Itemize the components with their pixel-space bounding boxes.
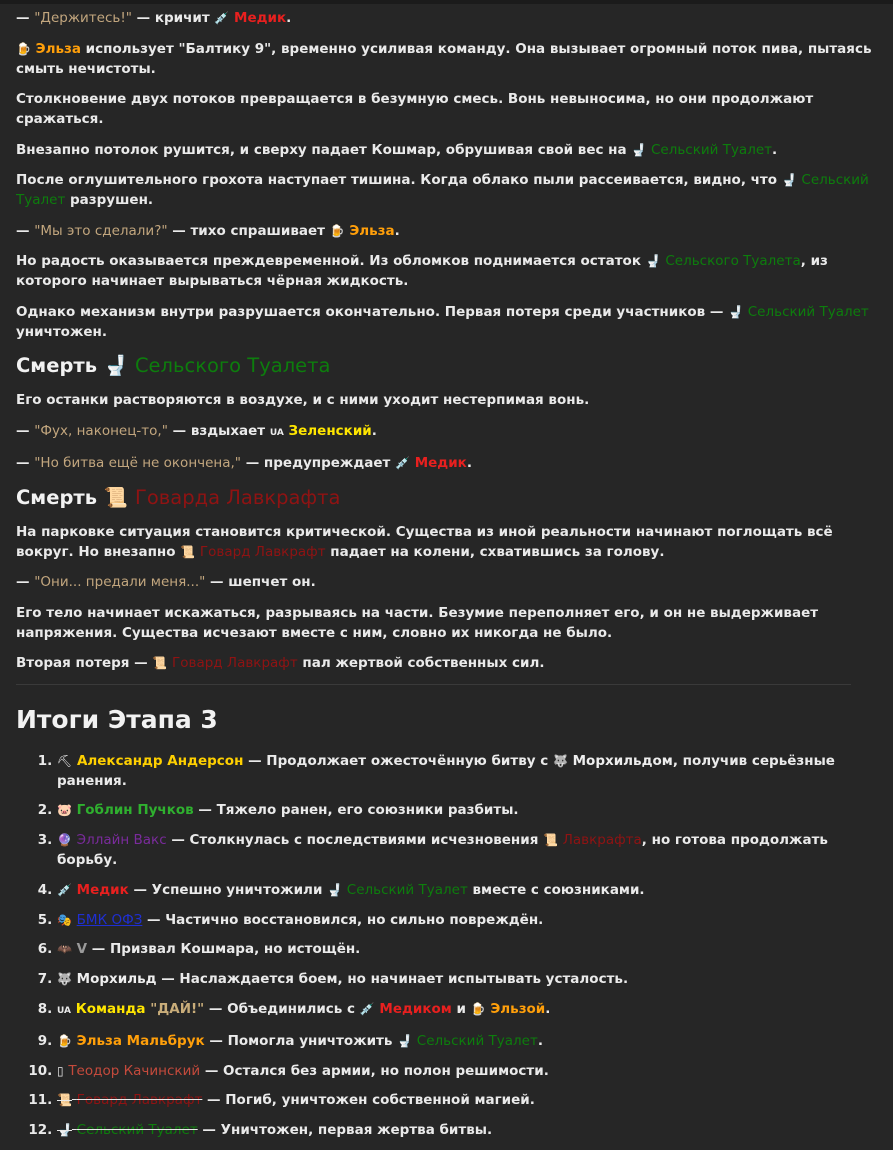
- text: вместе с союзниками.: [467, 881, 645, 898]
- team-slogan: "ДАЙ!": [150, 1001, 205, 1018]
- toilet-icon: 🚽: [645, 254, 661, 268]
- text: На парковке ситуация становится критической. Существа из иной реальности начинают поглощать всё вокруг. Но внезапно: [16, 523, 833, 560]
- paragraph: [16, 302, 886, 342]
- text: — Погиб, уничтожен собственной магией.: [202, 1092, 535, 1109]
- character-lovecraft: Говард Лавкрафт: [199, 543, 326, 560]
- text: — Наслаждается боем, но начинает испытывать усталость.: [156, 971, 629, 988]
- list-item: [57, 880, 886, 900]
- text: — вздыхает: [167, 422, 270, 439]
- character-medic: Медик: [234, 10, 287, 26]
- paragraph: [16, 170, 886, 210]
- list-item: [57, 830, 886, 870]
- team-name: Команда: [75, 1001, 146, 1018]
- quote: "Держитесь!": [34, 10, 132, 26]
- pig-icon: 🐷: [57, 803, 72, 818]
- text: Однако механизм внутри разрушается окончательно. Первая потеря среди участников —: [16, 303, 729, 320]
- text: — Тяжело ранен, его союзники разбиты.: [193, 802, 519, 819]
- text: — тихо спрашивает: [167, 222, 330, 239]
- text: — шепчет он.: [205, 574, 316, 590]
- character-elsa: Эльза Мальбрук: [76, 1032, 205, 1049]
- text: , из которого начинает вырываться чёрная жидкость.: [16, 253, 828, 289]
- list-item: [57, 1031, 886, 1051]
- section-divider: [16, 684, 851, 685]
- dash: —: [16, 222, 35, 239]
- text: — Остался без армии, но полон решимости.: [200, 1062, 549, 1079]
- toilet-icon: 🚽: [728, 304, 744, 319]
- character-elsa: Эльзой: [490, 1001, 546, 1018]
- text: падает на колени, схватившись за голову.: [325, 543, 665, 560]
- text: — Продолжает ожесточённую битву с: [243, 752, 553, 769]
- character-elsa: Эльза: [35, 40, 81, 57]
- scroll-icon: 📜: [180, 544, 196, 559]
- list-item: [57, 999, 886, 1021]
- heading-name: Сельского Туалета: [134, 354, 331, 377]
- character-medic: Медик: [76, 881, 129, 898]
- character-elsa: Эльза: [349, 222, 395, 239]
- text: — Помогла уничтожить: [204, 1032, 398, 1049]
- text: — кричит: [131, 10, 215, 26]
- list-item: [57, 1120, 886, 1140]
- struck-entry: [57, 1122, 198, 1138]
- section-heading-death-lovecraft: [16, 484, 886, 512]
- wolf-icon: 🐺: [552, 753, 568, 768]
- text: , но готова продолжать борьбу.: [57, 832, 828, 869]
- character-goblin: Гоблин Пучков: [76, 802, 194, 819]
- scroll-icon: 📜: [543, 833, 559, 848]
- toilet-icon: 🚽: [397, 1033, 413, 1048]
- text: — Частично восстановился, но сильно повреждён.: [142, 911, 544, 928]
- quote: "Они... предали меня...": [34, 574, 206, 590]
- character-lovecraft: Говард Лавкрафт: [76, 1092, 203, 1109]
- syringe-icon: 💉: [359, 1002, 375, 1017]
- paragraph: [16, 522, 886, 562]
- paragraph: [16, 221, 886, 241]
- character-toilet: Сельский Туалет: [747, 303, 869, 320]
- crystal-ball-icon: 🔮: [57, 833, 72, 848]
- results-heading: Итоги Этапа 3: [16, 704, 218, 734]
- toilet-icon: 🚽: [327, 882, 343, 897]
- heading-text: Смерть: [16, 354, 104, 377]
- text: .: [466, 455, 472, 471]
- toilet-icon: 🚽: [103, 354, 129, 377]
- story-content: [16, 8, 886, 1150]
- text: уничтожен.: [16, 323, 107, 340]
- character-zelensky: Зеленский: [288, 422, 372, 439]
- top-toolbar-edge: [0, 0, 893, 4]
- beer-icon: 🍺: [470, 1002, 486, 1017]
- list-item: [57, 969, 886, 989]
- text: разрушен.: [65, 192, 154, 208]
- beer-icon: 🍺: [329, 223, 345, 238]
- text: После оглушительного грохота наступает тишина. Когда облако пыли рассеивается, видно, что: [16, 172, 782, 188]
- scroll-icon: 📜: [103, 485, 129, 509]
- toilet-icon: 🚽: [57, 1123, 72, 1138]
- paragraph: [16, 251, 886, 291]
- text: .: [537, 1032, 543, 1049]
- ua-flag-icon: UA: [57, 1006, 71, 1017]
- syringe-icon: 💉: [395, 456, 411, 470]
- toilet-icon: 🚽: [631, 142, 647, 157]
- text: и: [451, 1001, 471, 1018]
- struck-entry: [57, 1092, 202, 1108]
- quote: "Фух, наконец-то,": [34, 422, 168, 439]
- section-heading-death-toilet: [16, 352, 886, 380]
- heading-text: Смерть: [16, 485, 104, 509]
- syringe-icon: 💉: [214, 11, 230, 25]
- character-v: V: [76, 941, 88, 958]
- text: пал жертвой собственных сил.: [297, 655, 545, 671]
- list-item: [57, 751, 886, 791]
- text: — Столкнулась с последствиями исчезновения: [166, 832, 544, 849]
- paragraph: [16, 572, 886, 592]
- text: , получив серьёзные ранения.: [57, 752, 835, 789]
- text: использует "Балтику 9", временно усиливая команду. Она вызывает огромный поток пива, пытаясь смыть нечистоты.: [16, 40, 872, 77]
- heading-name: Говарда Лавкрафта: [134, 485, 341, 509]
- text: .: [394, 222, 400, 239]
- dash: —: [16, 422, 35, 439]
- text: .: [371, 422, 377, 439]
- character-toilet: Сельский Туалет: [346, 881, 468, 898]
- character-anderson: Александр Андерсон: [76, 752, 244, 769]
- text: — Успешно уничтожили: [128, 881, 328, 898]
- list-item: [57, 1061, 886, 1081]
- paragraph: [16, 421, 886, 443]
- scroll-icon: 📜: [57, 1093, 72, 1108]
- quote: "Но битва ещё не окончена,": [34, 455, 242, 471]
- list-item: [57, 939, 886, 959]
- text: .: [772, 141, 778, 158]
- character-morhild: Морхильд: [76, 971, 157, 988]
- list-item: [57, 1090, 886, 1110]
- character-medic: Медиком: [379, 1001, 452, 1018]
- character-toilet: Сельский Туалет: [416, 1032, 538, 1049]
- character-toilet: Сельского Туалета: [665, 253, 801, 269]
- paragraph: [16, 8, 886, 28]
- text: Но радость оказывается преждевременной. Из обломков поднимается остаток: [16, 253, 646, 269]
- text: — предупреждает: [241, 455, 396, 471]
- dash: —: [16, 10, 35, 26]
- paragraph: [16, 653, 886, 673]
- character-toilet: Сельский Туалет: [650, 141, 773, 158]
- text: — Призвал Кошмара, но истощён.: [87, 941, 361, 958]
- paragraph: [16, 39, 886, 79]
- beer-icon: 🍺: [16, 41, 31, 56]
- dash: —: [16, 574, 35, 590]
- toilet-icon: 🚽: [781, 173, 797, 187]
- paragraph: Его останки растворяются в воздухе, и с ними уходит нестерпимая вонь.: [16, 392, 590, 408]
- wolf-icon: 🐺: [57, 972, 72, 987]
- character-bmk-link[interactable]: БМК ОФЗ: [76, 911, 143, 928]
- paragraph: Столкновение двух потоков превращается в безумную смесь. Вонь невыносима, но они продолжают сражаться.: [16, 91, 814, 127]
- list-item: [57, 910, 886, 930]
- character-toilet: Сельский Туалет: [76, 1122, 198, 1139]
- mask-icon: 🎭: [57, 912, 72, 927]
- text: .: [545, 1001, 551, 1018]
- missing-glyph-icon: ▯: [57, 1063, 64, 1078]
- character-morhild: Морхильдом: [572, 752, 673, 769]
- results-list: [16, 751, 886, 1141]
- pickaxe-icon: ⛏: [57, 753, 73, 768]
- text: .: [286, 10, 292, 26]
- syringe-icon: 💉: [57, 882, 72, 897]
- paragraph: [16, 453, 886, 473]
- scroll-icon: 📜: [152, 656, 168, 670]
- character-toilet: Сельский Туалет: [16, 172, 869, 208]
- text: — Уничтожен, первая жертва битвы.: [197, 1122, 493, 1139]
- paragraph: [16, 140, 886, 160]
- character-lovecraft: Говард Лавкрафт: [172, 655, 298, 671]
- quote: "Мы это сделали?": [34, 222, 168, 239]
- paragraph: Его тело начинает искажаться, разрываясь на части. Безумие переполняет его, и он не выдерживает напряжения. Существа исчезают вместе с ним, словно их никогда не было.: [16, 604, 819, 641]
- dash: —: [16, 455, 35, 471]
- ua-flag-icon: UA: [269, 427, 284, 438]
- bat-icon: 🦇: [57, 942, 72, 957]
- list-item: [57, 800, 886, 820]
- character-medic: Медик: [414, 455, 467, 471]
- character-lovecraft: Лавкрафта: [562, 832, 642, 849]
- beer-icon: 🍺: [57, 1033, 72, 1048]
- text: Внезапно потолок рушится, и сверху падает Кошмар, обрушивая свой вес на: [16, 141, 632, 158]
- character-teodor: Теодор Качинский: [68, 1062, 201, 1079]
- text: — Объединились с: [204, 1001, 360, 1018]
- text: Вторая потеря —: [16, 655, 153, 671]
- character-ellain: Эллайн Вакс: [76, 832, 167, 849]
